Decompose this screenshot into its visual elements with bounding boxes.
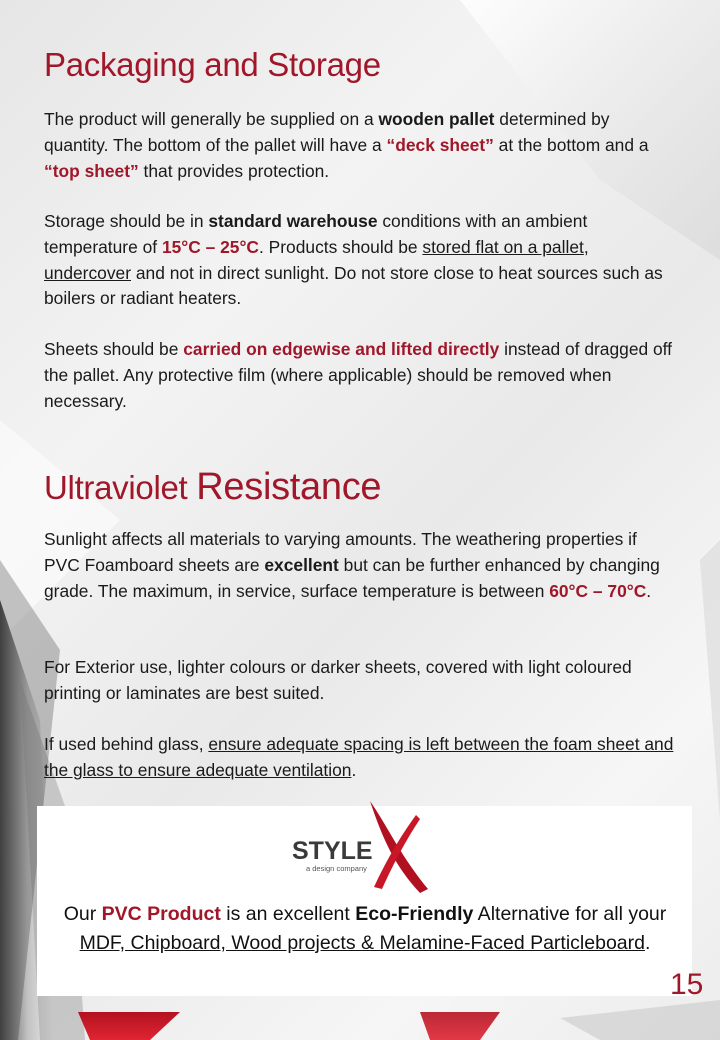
text-span: Our (63, 903, 102, 925)
text-span: . (646, 580, 652, 601)
packaging-paragraph-3 (44, 337, 674, 414)
text-span: . Products should be (259, 236, 423, 257)
text-span: For Exterior use, lighter colours or darker sheets, covered with light coloured printing or laminates are best suited. (44, 657, 632, 703)
uv-title (44, 466, 381, 509)
text-span: Sunlight affects all materials to varying amounts. The weathering properties if PVC Foamboard sheets are (44, 529, 637, 575)
underline-undercover: undercover (44, 262, 132, 283)
highlight-top-sheet: “top sheet” (44, 160, 139, 181)
text-span: determined by quantity. The bottom of the pallet will have a (44, 109, 610, 155)
stylex-logo (292, 797, 432, 897)
text-span: Storage should be in (44, 211, 209, 231)
uv-title-part-2: Resistance (196, 466, 382, 508)
text-span: , (583, 236, 589, 257)
bold-excellent: excellent (264, 554, 339, 575)
underline-materials: MDF, Chipboard, Wood projects & Melamine-Faced Particleboard (79, 932, 645, 954)
page-number: 15 (670, 968, 704, 1001)
text-span: Alternative for all your (473, 903, 667, 925)
packaging-paragraph-2 (44, 209, 674, 312)
uv-title-part-1: Ultraviolet (44, 469, 197, 506)
highlight-storage-temperature: 15°C – 25°C (161, 236, 259, 257)
highlight-surface-temperature: 60°C – 70°C (549, 580, 647, 601)
text-span: . (644, 932, 651, 954)
text-span: at the bottom and a (493, 134, 649, 155)
text-span: . (351, 759, 357, 780)
text-span: conditions with an ambient temperature of (44, 211, 588, 257)
underline-stored-flat: stored flat on a pallet (422, 236, 584, 257)
text-span: Sheets should be (44, 339, 184, 359)
text-span: If used behind glass, (44, 734, 209, 754)
footer-message (60, 900, 670, 958)
uv-paragraph-2 (44, 655, 674, 707)
uv-paragraph-3 (44, 732, 674, 784)
text-span: and not in direct sunlight. Do not store close to heat sources such as boilers or radiant heaters. (44, 262, 663, 309)
bold-wooden-pallet: wooden pallet (378, 109, 495, 129)
bold-eco-friendly: Eco-Friendly (355, 903, 474, 925)
text-span: is an excellent (220, 903, 356, 925)
logo-wordmark: STYLE (292, 837, 373, 865)
logo-tagline: a design company (306, 864, 367, 873)
text-span: The product will generally be supplied on a (44, 109, 379, 129)
bold-standard-warehouse: standard warehouse (208, 211, 378, 231)
text-span: instead of dragged off the pallet. Any protective film (where applicable) should be removed when necessary. (44, 339, 673, 411)
underline-glass-spacing: ensure adequate spacing is left between the foam sheet and the glass to ensure adequate ventilation (44, 734, 674, 780)
highlight-pvc-product: PVC Product (101, 903, 221, 925)
packaging-title: Packaging and Storage (44, 46, 381, 83)
uv-paragraph-1 (44, 527, 674, 604)
text-span: that provides protection. (138, 160, 330, 181)
text-span: but can be further enhanced by changing grade. The maximum, in service, surface temperature is between (44, 554, 660, 601)
highlight-carried-edgewise: carried on edgewise and lifted directly (183, 339, 500, 359)
packaging-paragraph-1 (44, 107, 674, 184)
highlight-deck-sheet: “deck sheet” (386, 134, 494, 155)
